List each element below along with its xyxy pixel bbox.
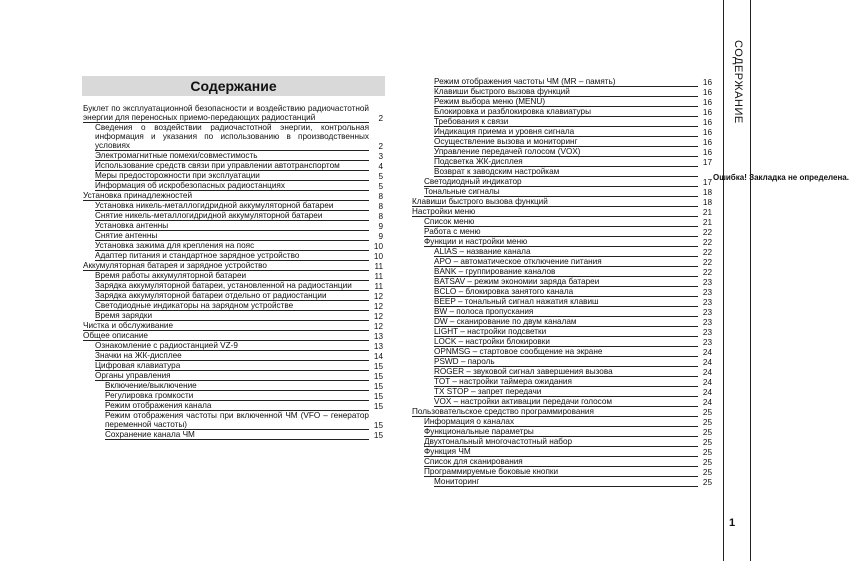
toc-entry-text: Общее описание	[83, 331, 369, 341]
toc-entry-text: Снятие никель-металлогидридной аккумуляторной батареи	[95, 211, 369, 221]
toc-entry-text: Функциональные параметры	[424, 427, 698, 437]
toc-entry-page: 15	[373, 372, 383, 381]
toc-entry-page: 23	[702, 278, 712, 287]
toc-entry[interactable]	[95, 301, 383, 311]
toc-entry[interactable]	[95, 181, 383, 191]
toc-entry-page: 24	[702, 358, 712, 367]
toc-entry-page: 24	[702, 398, 712, 407]
toc-entry-page: 25	[702, 448, 712, 457]
toc-entry-text: Программируемые боковые кнопки	[424, 467, 698, 477]
toc-entry-page: 12	[373, 322, 383, 331]
toc-entry-page: 15	[373, 392, 383, 401]
toc-entry-page: 21	[702, 208, 712, 217]
toc-entry-text: Светодиодный индикатор	[424, 177, 698, 187]
toc-entry-page: 9	[378, 222, 383, 231]
toc-entry-text: Установка антенны	[95, 221, 369, 231]
toc-entry-page: 23	[702, 298, 712, 307]
toc-entry[interactable]	[434, 157, 712, 167]
toc-entry-text: Сведения о воздействии радиочастотной энергии, контрольная информация и указания по использованию в производственных условиях	[95, 123, 369, 150]
toc-entry-page: 4	[378, 162, 383, 171]
toc-entry-page: 16	[702, 128, 712, 137]
toc-entry[interactable]	[83, 104, 383, 123]
toc-entry-text: Тональные сигналы	[424, 187, 698, 197]
toc-right-column	[412, 77, 712, 487]
toc-entry-text: LIGHT – настройки подсветки	[434, 327, 698, 337]
toc-entry-page: 2	[378, 142, 383, 151]
toc-entry[interactable]	[434, 317, 712, 327]
toc-entry[interactable]	[95, 123, 383, 151]
toc-entry-page: 16	[702, 148, 712, 157]
toc-entry-page: 13	[373, 332, 383, 341]
toc-entry[interactable]	[434, 277, 712, 287]
toc-entry-page: 8	[378, 192, 383, 201]
toc-entry-text: Установка принадлежностей	[83, 191, 369, 201]
toc-entry-text: Настройки меню	[412, 207, 698, 217]
toc-entry-page: 25	[702, 438, 712, 447]
toc-entry-text: ROGER – звуковой сигнал завершения вызова	[434, 367, 698, 377]
toc-entry-text: Буклет по эксплуатационной безопасности и воздействию радиочастотной энергии для переносных приемо-передающих радиостанций	[83, 104, 369, 122]
toc-entry-page: 22	[702, 268, 712, 277]
toc-entry-text: APO – автоматическое отключение питания	[434, 257, 698, 267]
toc-entry[interactable]	[434, 347, 712, 357]
toc-entry[interactable]	[95, 171, 383, 181]
toc-entry-text: Зарядка аккумуляторной батареи отдельно от радиостанции	[95, 291, 369, 301]
toc-entry-text: Информация о каналах	[424, 417, 698, 427]
toc-entry[interactable]	[424, 417, 712, 427]
toc-entry[interactable]	[412, 407, 712, 417]
toc-entry-text: Информация об искробезопасных радиостанциях	[95, 181, 369, 191]
toc-entry-page: 11	[374, 272, 383, 281]
toc-entry[interactable]	[105, 391, 383, 401]
toc-entry-text: Блокировка и разблокировка клавиатуры	[434, 107, 698, 117]
toc-entry-text: Значки на ЖК-дисплее	[95, 351, 369, 361]
toc-entry-page: 11	[374, 282, 383, 291]
toc-entry[interactable]	[424, 447, 712, 457]
toc-entry-page: 8	[378, 202, 383, 211]
toc-entry[interactable]	[424, 457, 712, 467]
toc-entry-page: 14	[373, 352, 383, 361]
toc-entry[interactable]	[424, 187, 712, 197]
toc-entry-page: 22	[702, 228, 712, 237]
toc-entry-page: 5	[378, 182, 383, 191]
toc-entry-page: 16	[702, 78, 712, 87]
toc-entry-page: 25	[702, 468, 712, 477]
toc-entry[interactable]	[434, 167, 712, 177]
toc-entry[interactable]	[434, 367, 712, 377]
toc-entry[interactable]	[434, 357, 712, 367]
toc-entry-text: Ознакомление с радиостанцией VZ-9	[95, 341, 369, 351]
toc-entry[interactable]	[95, 161, 383, 171]
toc-entry-page: 10	[373, 242, 383, 251]
toc-entry-text: Режим отображения частоты ЧМ (MR – память)	[434, 77, 698, 87]
toc-entry[interactable]	[434, 87, 712, 97]
toc-entry-page: 8	[378, 212, 383, 221]
toc-entry-text: Использование средств связи при управлении автотранспортом	[95, 161, 369, 171]
toc-entry-text: Индикация приема и уровня сигнала	[434, 127, 698, 137]
toc-entry[interactable]	[424, 177, 712, 187]
toc-entry-page: 15	[373, 382, 383, 391]
toc-entry[interactable]	[424, 467, 712, 477]
toc-entry-text: Зарядка аккумуляторной батареи, установленной на радиостанции	[95, 281, 369, 291]
toc-entry-page: 24	[702, 348, 712, 357]
toc-entry[interactable]	[105, 381, 383, 391]
toc-entry-text: Органы управления	[95, 371, 369, 381]
toc-entry[interactable]	[424, 227, 712, 237]
toc-entry-text: Меры предосторожности при эксплуатации	[95, 171, 369, 181]
toc-entry-text: Двухтональный многочастотный набор	[424, 437, 698, 447]
toc-entry[interactable]	[95, 221, 383, 231]
toc-entry-text: Управление передачей голосом (VOX)	[434, 147, 698, 157]
toc-entry-page: 24	[702, 368, 712, 377]
toc-entry-text: Время зарядки	[95, 311, 369, 321]
toc-entry-page: 23	[702, 318, 712, 327]
toc-entry[interactable]	[83, 331, 383, 341]
toc-entry-text: Подсветка ЖК-дисплея	[434, 157, 698, 167]
toc-entry[interactable]	[95, 311, 383, 321]
toc-entry[interactable]	[434, 477, 712, 487]
page-number: 1	[729, 517, 736, 529]
toc-entry[interactable]	[412, 197, 712, 207]
toc-entry[interactable]	[95, 201, 383, 211]
toc-entry-text: Время работы аккумуляторной батареи	[95, 271, 369, 281]
toc-entry[interactable]	[424, 217, 712, 227]
toc-entry-page: 16	[702, 108, 712, 117]
toc-entry-text: Требования к связи	[434, 117, 698, 127]
toc-entry[interactable]	[95, 211, 383, 221]
toc-entry-text: BCLO – блокировка занятого канала	[434, 287, 698, 297]
toc-entry[interactable]	[424, 427, 712, 437]
toc-entry[interactable]	[105, 430, 383, 440]
toc-entry[interactable]	[434, 127, 712, 137]
toc-entry[interactable]	[434, 77, 712, 87]
toc-entry-text: Цифровая клавиатура	[95, 361, 369, 371]
toc-entry[interactable]	[434, 397, 712, 407]
toc-entry-text: VOX – настройки активации передачи голосом	[434, 397, 698, 407]
toc-entry-page: 11	[374, 262, 383, 271]
toc-entry-page: 23	[702, 308, 712, 317]
toc-entry-text: Пользовательское средство программирования	[412, 407, 698, 417]
toc-entry-text: Осуществление вызова и мониторинг	[434, 137, 698, 147]
toc-entry-page: 9	[378, 232, 383, 241]
side-tab-title: СОДЕРЖАНИЕ	[732, 40, 744, 124]
toc-entry[interactable]	[95, 251, 383, 261]
toc-entry-page: 25	[702, 458, 712, 467]
toc-entry-text: BEEP – тональный сигнал нажатия клавиш	[434, 297, 698, 307]
toc-entry[interactable]	[434, 337, 712, 347]
toc-entry-text: Адаптер питания и стандартное зарядное устройство	[95, 251, 369, 261]
toc-entry[interactable]	[95, 151, 383, 161]
toc-entry[interactable]	[434, 97, 712, 107]
toc-entry-page: 17	[702, 158, 712, 167]
toc-entry-page: 12	[373, 292, 383, 301]
toc-entry[interactable]	[83, 191, 383, 201]
toc-entry-text: BATSAV – режим экономии заряда батареи	[434, 277, 698, 287]
toc-entry-page: 2	[378, 114, 383, 123]
toc-entry-page: 21	[702, 218, 712, 227]
toc-entry[interactable]	[434, 107, 712, 117]
toc-entry[interactable]	[434, 297, 712, 307]
toc-entry-text: BW – полоса пропускания	[434, 307, 698, 317]
toc-entry-text: Работа с меню	[424, 227, 698, 237]
toc-entry-text: Режим выбора меню (MENU)	[434, 97, 698, 107]
toc-entry[interactable]	[95, 371, 383, 381]
toc-entry-text: Снятие антенны	[95, 231, 369, 241]
toc-entry[interactable]	[95, 291, 383, 301]
toc-entry-page: 18	[702, 198, 712, 207]
toc-entry-text: Светодиодные индикаторы на зарядном устройстве	[95, 301, 369, 311]
toc-entry[interactable]	[434, 267, 712, 277]
toc-entry-page: 25	[702, 408, 712, 417]
toc-entry-page: 22	[702, 248, 712, 257]
toc-entry-text: BANK – группирование каналов	[434, 267, 698, 277]
toc-entry[interactable]	[424, 437, 712, 447]
toc-entry-page: 12	[373, 302, 383, 311]
toc-entry[interactable]	[95, 281, 383, 291]
toc-entry[interactable]	[95, 241, 383, 251]
toc-entry-page: 15	[373, 402, 383, 411]
toc-entry-page: 3	[378, 152, 383, 161]
toc-entry[interactable]	[424, 237, 712, 247]
toc-entry[interactable]	[434, 377, 712, 387]
toc-entry-text: Функция ЧМ	[424, 447, 698, 457]
toc-entry[interactable]	[434, 247, 712, 257]
toc-entry-text: Функции и настройки меню	[424, 237, 698, 247]
toc-entry-page: 10	[373, 252, 383, 261]
toc-entry-page: 25	[702, 478, 712, 487]
toc-entry-page: 15	[373, 362, 383, 371]
toc-entry[interactable]	[95, 361, 383, 371]
toc-entry-text: Электромагнитные помехи/совместимость	[95, 151, 369, 161]
toc-entry-text: OPNMSG – стартовое сообщение на экране	[434, 347, 698, 357]
toc-entry-text: PSWD – пароль	[434, 357, 698, 367]
toc-entry[interactable]	[83, 261, 383, 271]
toc-entry-page: 23	[702, 338, 712, 347]
toc-entry-page: 23	[702, 288, 712, 297]
toc-entry-page: 16	[702, 118, 712, 127]
toc-entry[interactable]	[95, 271, 383, 281]
toc-entry-text: ALIAS – название канала	[434, 247, 698, 257]
toc-entry-text: Клавиши быстрого вызова функций	[412, 197, 698, 207]
toc-entry-text: Аккумуляторная батарея и зарядное устройство	[83, 261, 369, 271]
toc-entry[interactable]	[95, 351, 383, 361]
toc-entry-text: TX STOP – запрет передачи	[434, 387, 698, 397]
toc-entry-text: Список для сканирования	[424, 457, 698, 467]
toc-entry[interactable]	[434, 117, 712, 127]
toc-entry-text: Регулировка громкости	[105, 391, 369, 401]
toc-entry-page: 15	[373, 421, 383, 430]
toc-entry-page: 25	[702, 428, 712, 437]
toc-entry-page: 24	[702, 388, 712, 397]
toc-entry-page: 16	[702, 88, 712, 97]
toc-entry-page: 17	[702, 178, 712, 187]
toc-entry[interactable]	[434, 137, 712, 147]
page-title: Содержание	[82, 76, 385, 96]
toc-entry[interactable]	[95, 231, 383, 241]
toc-entry-page: 24	[702, 378, 712, 387]
toc-entry[interactable]	[105, 411, 383, 430]
toc-entry-text: LOCK – настройки блокировки	[434, 337, 698, 347]
toc-entry-page: 13	[373, 342, 383, 351]
toc-entry-text: Список меню	[424, 217, 698, 227]
toc-entry-text: Включение/выключение	[105, 381, 369, 391]
toc-entry[interactable]	[83, 321, 383, 331]
toc-entry-page: 22	[702, 258, 712, 267]
toc-entry-page: 5	[378, 172, 383, 181]
toc-left-column	[83, 104, 383, 440]
toc-entry-text: Режим отображения канала	[105, 401, 369, 411]
toc-entry[interactable]	[412, 207, 712, 217]
toc-entry-text: Возврат к заводским настройкам	[434, 167, 698, 177]
toc-entry[interactable]	[434, 257, 712, 267]
toc-entry-text: Установка зажима для крепления на пояс	[95, 241, 369, 251]
toc-entry-page: 15	[373, 431, 383, 440]
toc-entry-text: Сохранение канала ЧМ	[105, 430, 369, 440]
toc-entry[interactable]	[434, 147, 712, 157]
toc-entry-text: TOT – настройки таймера ожидания	[434, 377, 698, 387]
toc-entry-page: 22	[702, 238, 712, 247]
toc-entry-text: Чистка и обслуживание	[83, 321, 369, 331]
toc-entry-page: 18	[702, 188, 712, 197]
toc-entry-page: 23	[702, 328, 712, 337]
toc-entry-page: 16	[702, 98, 712, 107]
toc-entry-text: Установка никель-металлогидридной аккумуляторной батареи	[95, 201, 369, 211]
toc-entry[interactable]	[434, 387, 712, 397]
toc-entry-text: Клавиши быстрого вызова функций	[434, 87, 698, 97]
toc-entry-text: DW – сканирование по двум каналам	[434, 317, 698, 327]
toc-entry[interactable]	[434, 287, 712, 297]
toc-entry[interactable]	[95, 341, 383, 351]
bookmark-error: Ошибка! Закладка не определена.	[713, 173, 849, 182]
toc-entry-text: Мониторинг	[434, 477, 698, 487]
toc-entry-text: Режим отображения частоты при включенной ЧМ (VFO – генератор переменной частоты)	[105, 411, 369, 429]
toc-entry-page: 12	[373, 312, 383, 321]
toc-entry-page: 16	[702, 138, 712, 147]
toc-entry[interactable]	[434, 327, 712, 337]
toc-entry-page: 25	[702, 418, 712, 427]
toc-entry[interactable]	[434, 307, 712, 317]
toc-entry[interactable]	[105, 401, 383, 411]
